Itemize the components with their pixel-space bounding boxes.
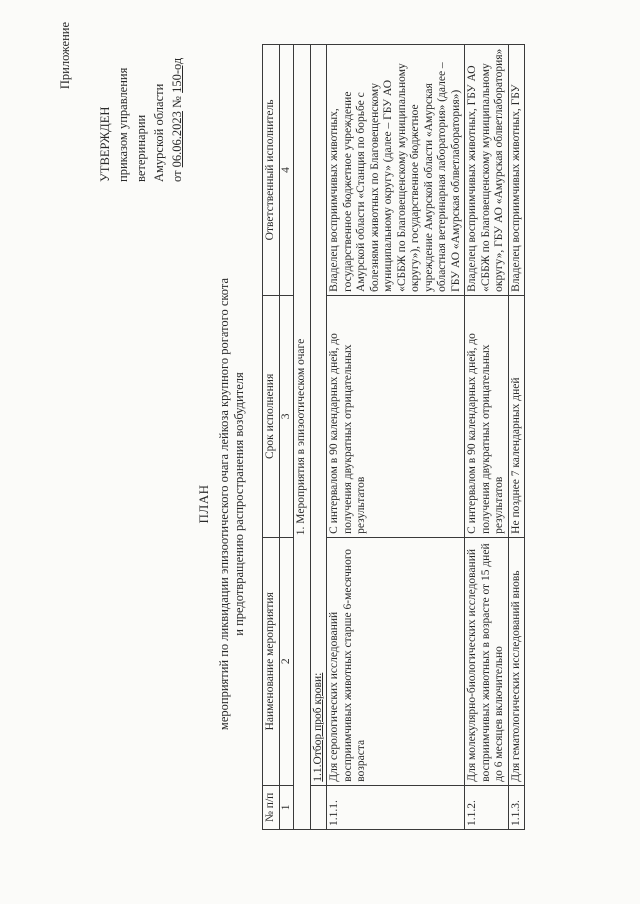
number-prefix: № — [170, 92, 184, 112]
approval-region-line: Амурской области — [152, 83, 166, 182]
header-executor: Ответственный исполнитель — [263, 45, 280, 296]
row-term: С интервалом в 90 календарных дней, до получения двукратных отрицательных результатов — [327, 295, 465, 537]
column-number: 4 — [279, 45, 294, 296]
subsection-row — [310, 45, 327, 830]
row-executor: Владелец восприимчивых животных, ГБУ — [508, 45, 525, 296]
subsection-cell — [310, 45, 327, 786]
row-term: С интервалом в 90 календарных дней, до получения двукратных отрицательных результатов — [465, 295, 509, 537]
row-number: 1.1.2. — [465, 785, 509, 829]
approval-date-line — [168, 22, 186, 182]
row-executor: Владелец восприимчивых животных, государственное бюджетное учреждение Амурской области «Станция по борьбе с болезнями животных по Благовещенскому муниципальному округу» (далее – ГБУ АО «СББЖ по Благовещенскому муниципальному округу»), государственное бюджетное учреждение Амурской области «Амурская областная ветеринарная лаборатория» (далее – ГБУ АО «Амурская облветлаборатория») — [327, 45, 465, 296]
plan-heading — [196, 274, 247, 734]
header-term: Срок исполнения — [263, 295, 280, 537]
row-number: 1.1.3. — [508, 785, 525, 829]
row-number: 1.1.1. — [327, 785, 465, 829]
approval-number: 150-од — [170, 57, 184, 93]
plan-subtitle-line: и предотвращению распространения возбудителя — [232, 372, 246, 636]
row-executor: Владелец восприимчивых животных, ГБУ АО «СББЖ по Благовещенскому муниципальному округу», ГБУ АО «Амурская облветлаборатория» — [465, 45, 509, 296]
plan-subtitle-line: мероприятий по ликвидации эпизоотического очага лейкоза крупного рогатого скота — [217, 277, 231, 731]
table-row — [465, 45, 509, 830]
plan-title: ПЛАН — [196, 484, 211, 524]
subsection-title: 1.1.Отбор проб крови: — [311, 672, 324, 782]
header-number: № п/п — [263, 785, 280, 829]
row-action: Для молекулярно-биологических исследований восприимчивых животных в возрасте от 15 дней до 6 месяцев включительно — [465, 537, 509, 785]
measures-table — [262, 44, 525, 830]
section-title: 1. Мероприятия в эпизоотическом очаге — [294, 45, 311, 830]
table-row — [508, 45, 525, 830]
table-row — [327, 45, 465, 830]
column-number: 3 — [279, 295, 294, 537]
approval-block — [56, 22, 186, 182]
table-header-row — [263, 45, 280, 830]
row-action: Для серологических исследований восприимчивых животных старше 6-месячного возраста — [327, 537, 465, 785]
column-number: 1 — [279, 785, 294, 829]
approval-authority-line: приказом управления ветеринарии — [116, 67, 148, 182]
section-row — [294, 45, 311, 830]
column-number: 2 — [279, 537, 294, 785]
row-term: Не позднее 7 календарных дней — [508, 295, 525, 537]
header-action: Наименование мероприятия — [263, 537, 280, 785]
date-prefix: от — [170, 167, 184, 182]
row-action: Для гематологических исследований вновь — [508, 537, 525, 785]
subsection-number-cell — [310, 785, 327, 829]
appendix-label: Приложение — [58, 22, 72, 90]
approval-date: 06.06.2023 — [170, 111, 184, 168]
approved-label: УТВЕРЖДЕН — [98, 106, 112, 182]
column-number-row — [279, 45, 294, 830]
